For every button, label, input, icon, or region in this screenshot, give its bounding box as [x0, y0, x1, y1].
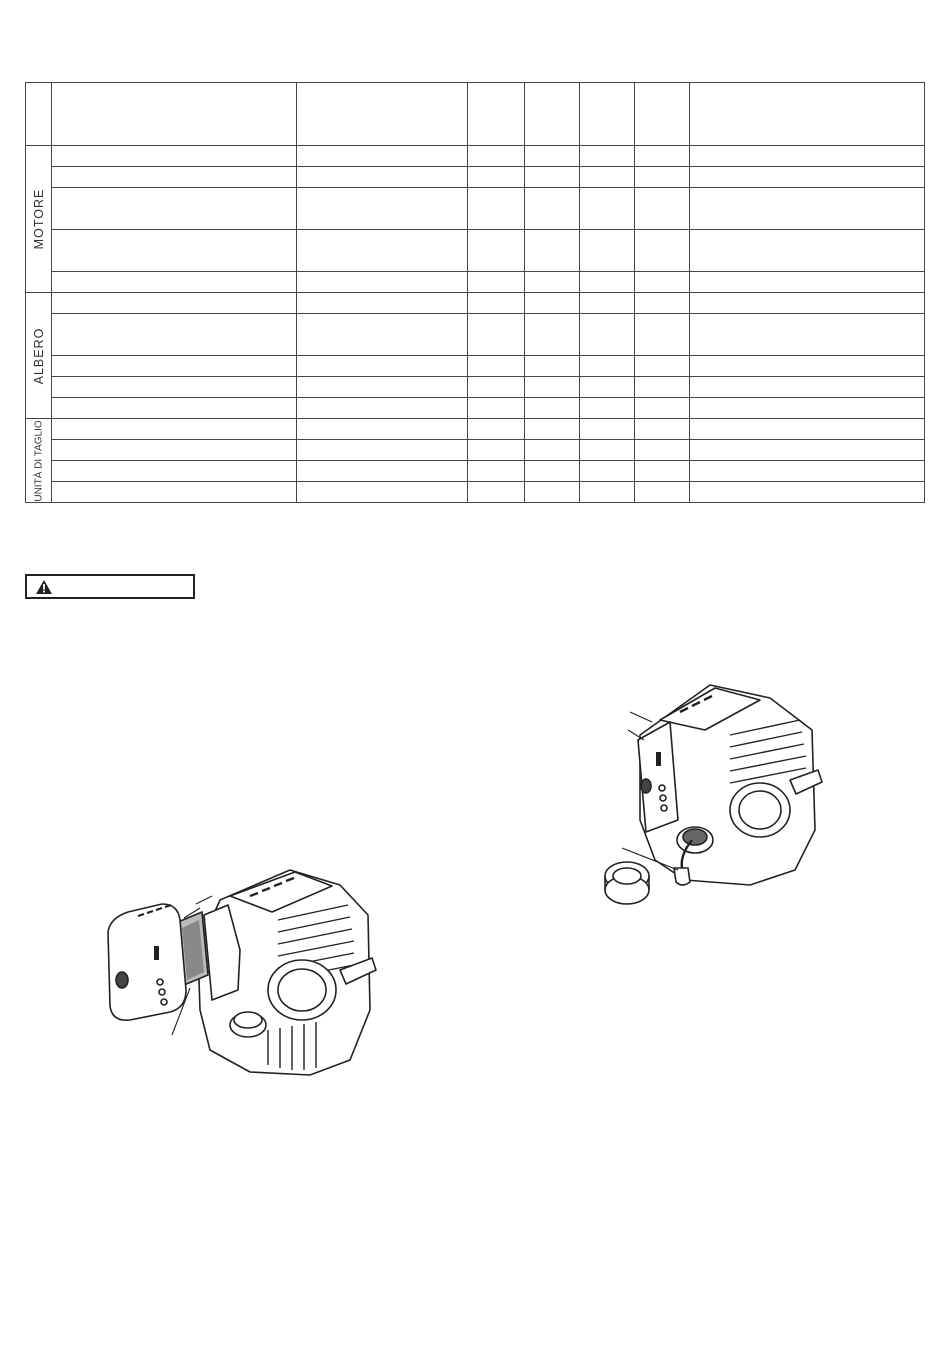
group-label-unita-di-taglio: UNITÀ DI TAGLIO	[26, 419, 52, 503]
warning-triangle-icon	[36, 580, 52, 594]
table-row	[26, 377, 925, 398]
engine-air-filter-diagram	[100, 860, 390, 1085]
table-header-row	[26, 83, 925, 146]
table-row	[26, 293, 925, 314]
maintenance-table	[25, 82, 925, 503]
table-row	[26, 461, 925, 482]
table-row	[26, 398, 925, 419]
table-row	[26, 440, 925, 461]
table-row	[26, 167, 925, 188]
table-row	[26, 356, 925, 377]
group-label-albero: ALBERO	[26, 293, 52, 419]
table-row	[26, 146, 925, 167]
table-row	[26, 230, 925, 272]
table-row	[26, 272, 925, 293]
group-label-motore: MOTORE	[26, 146, 52, 293]
table-row	[26, 314, 925, 356]
engine-fuel-filter-diagram	[600, 680, 830, 910]
warning-box	[25, 574, 195, 599]
table-row	[26, 482, 925, 503]
table-row	[26, 188, 925, 230]
table-row	[26, 419, 925, 440]
